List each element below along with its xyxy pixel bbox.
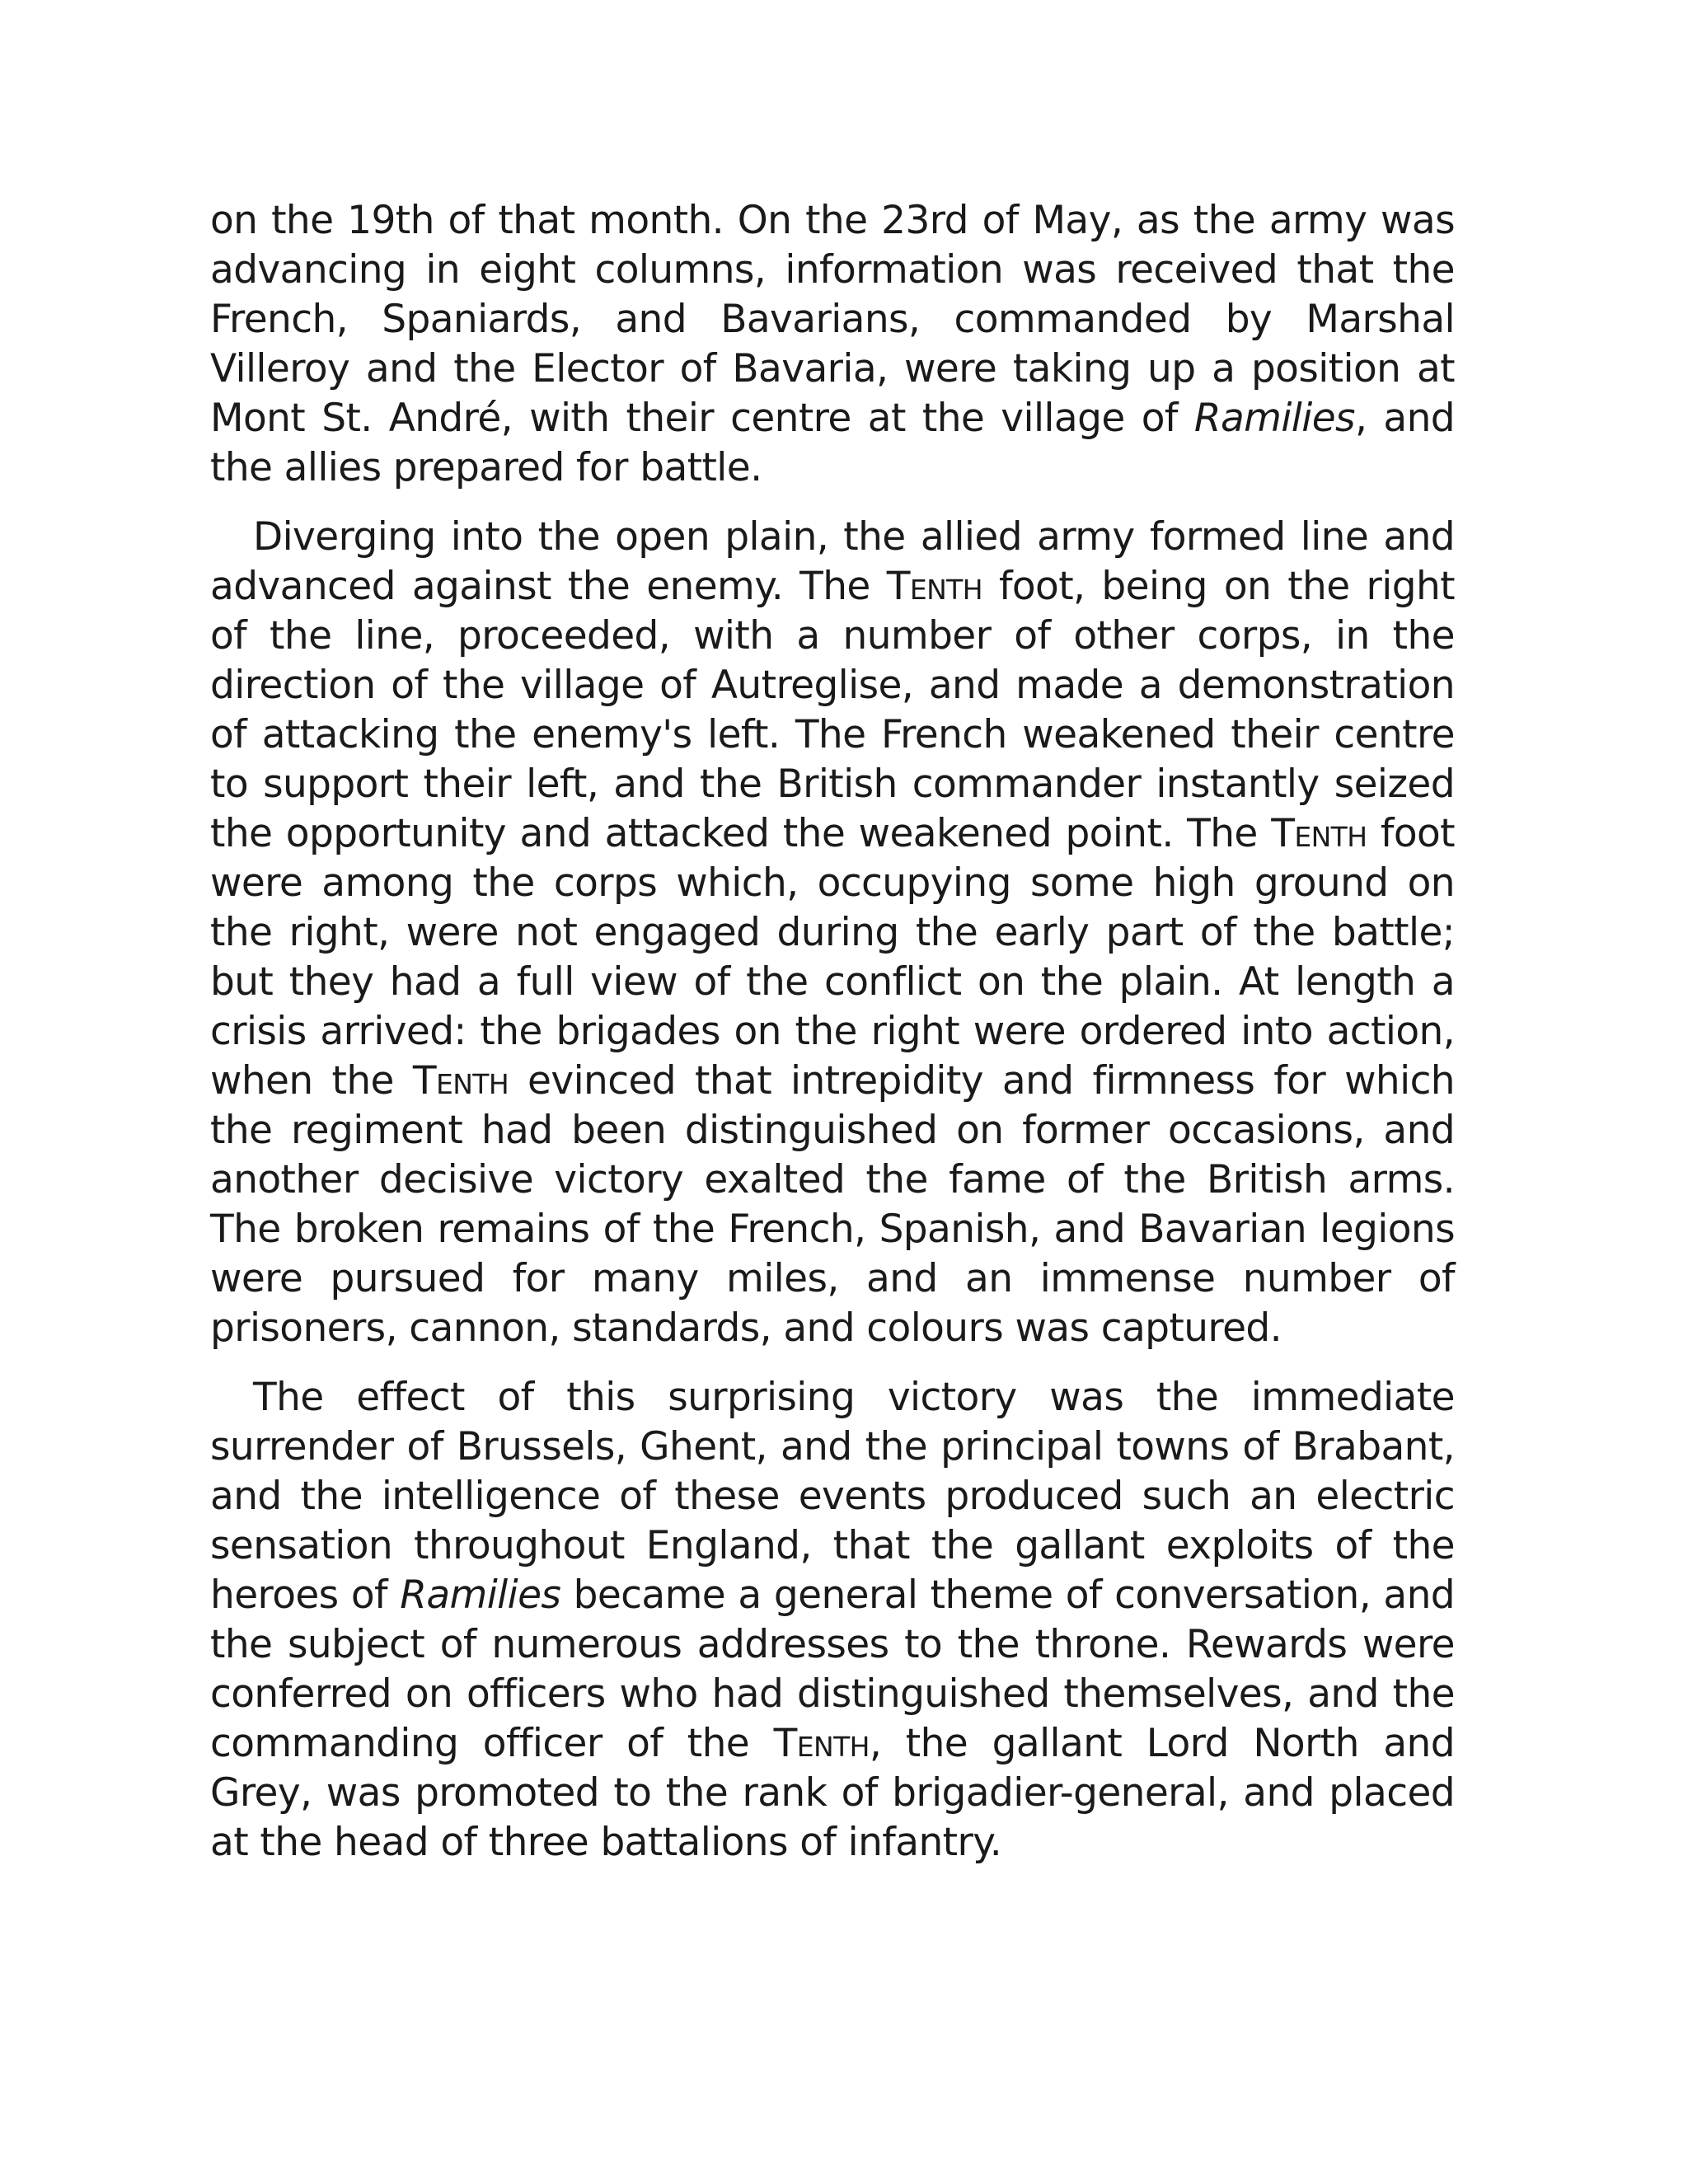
page-text — [210, 196, 1455, 1887]
text-run: evinced that intrepidity and firmness for which the regiment had been distinguished on former occasions, and another decisive victory exalted the fame of the British arms. The broken remains of the French, Spanish, and Bavarian legions were pursued for many miles, and an immense number of prisoners, cannon, standards, and colours was captured. — [210, 1058, 1455, 1351]
text-run: on the 19th of that month. On the 23rd of May, as the army was advancing in eight columns, information was received that the French, Spaniards, and Bavarians, commanded by Marshal Villeroy and the Elector of Bavaria, were taking up a position at Mont St. André, with their centre at the village of — [210, 198, 1455, 441]
text-run: became a general theme of conversation, and the subject of numerous addresses to the throne. Rewards were conferred on officers who had distinguished themselves, and the commanding officer of the — [210, 1572, 1455, 1766]
paragraph-1 — [210, 196, 1455, 493]
text-run: Diverging into the open plain, the allied army formed line and advanced against the enemy. The — [210, 514, 1455, 609]
text-run: , and the allies prepared for battle. — [210, 396, 1455, 490]
italic-place-name: Ramilies — [1193, 396, 1355, 441]
italic-place-name: Ramilies — [400, 1572, 561, 1618]
text-run: The effect of this surprising victory was the immediate surrender of Brussels, Ghent, and the principal towns of Brabant, and the intelligence of these events produced such an electric sensation throughout England, that the gallant exploits of the heroes of — [210, 1375, 1455, 1618]
small-caps-regiment: Tenth — [412, 1058, 509, 1104]
small-caps-regiment: Tenth — [1271, 811, 1367, 856]
paragraph-2 — [210, 513, 1455, 1353]
small-caps-regiment: Tenth — [773, 1721, 870, 1766]
text-run: foot were among the corps which, occupying some high ground on the right, were not engaged during the early part of the battle; but they had a full view of the conflict on the plain. At length a crisis arrived: the brigades on the right were ordered into action, when the — [210, 811, 1455, 1104]
text-run: , the gallant Lord North and Grey, was promoted to the rank of brigadier-general, and placed at the head of three battalions of infantry. — [210, 1721, 1455, 1865]
small-caps-regiment: Tenth — [886, 564, 982, 609]
text-run: foot, being on the right of the line, proceeded, with a number of other corps, in the direction of the village of Autreglise, and made a demonstration of attacking the enemy's left. The French weakened their centre to support their left, and the British commander instantly seized the opportunity and attacked the weakened point. The — [210, 564, 1455, 856]
paragraph-3 — [210, 1373, 1455, 1868]
